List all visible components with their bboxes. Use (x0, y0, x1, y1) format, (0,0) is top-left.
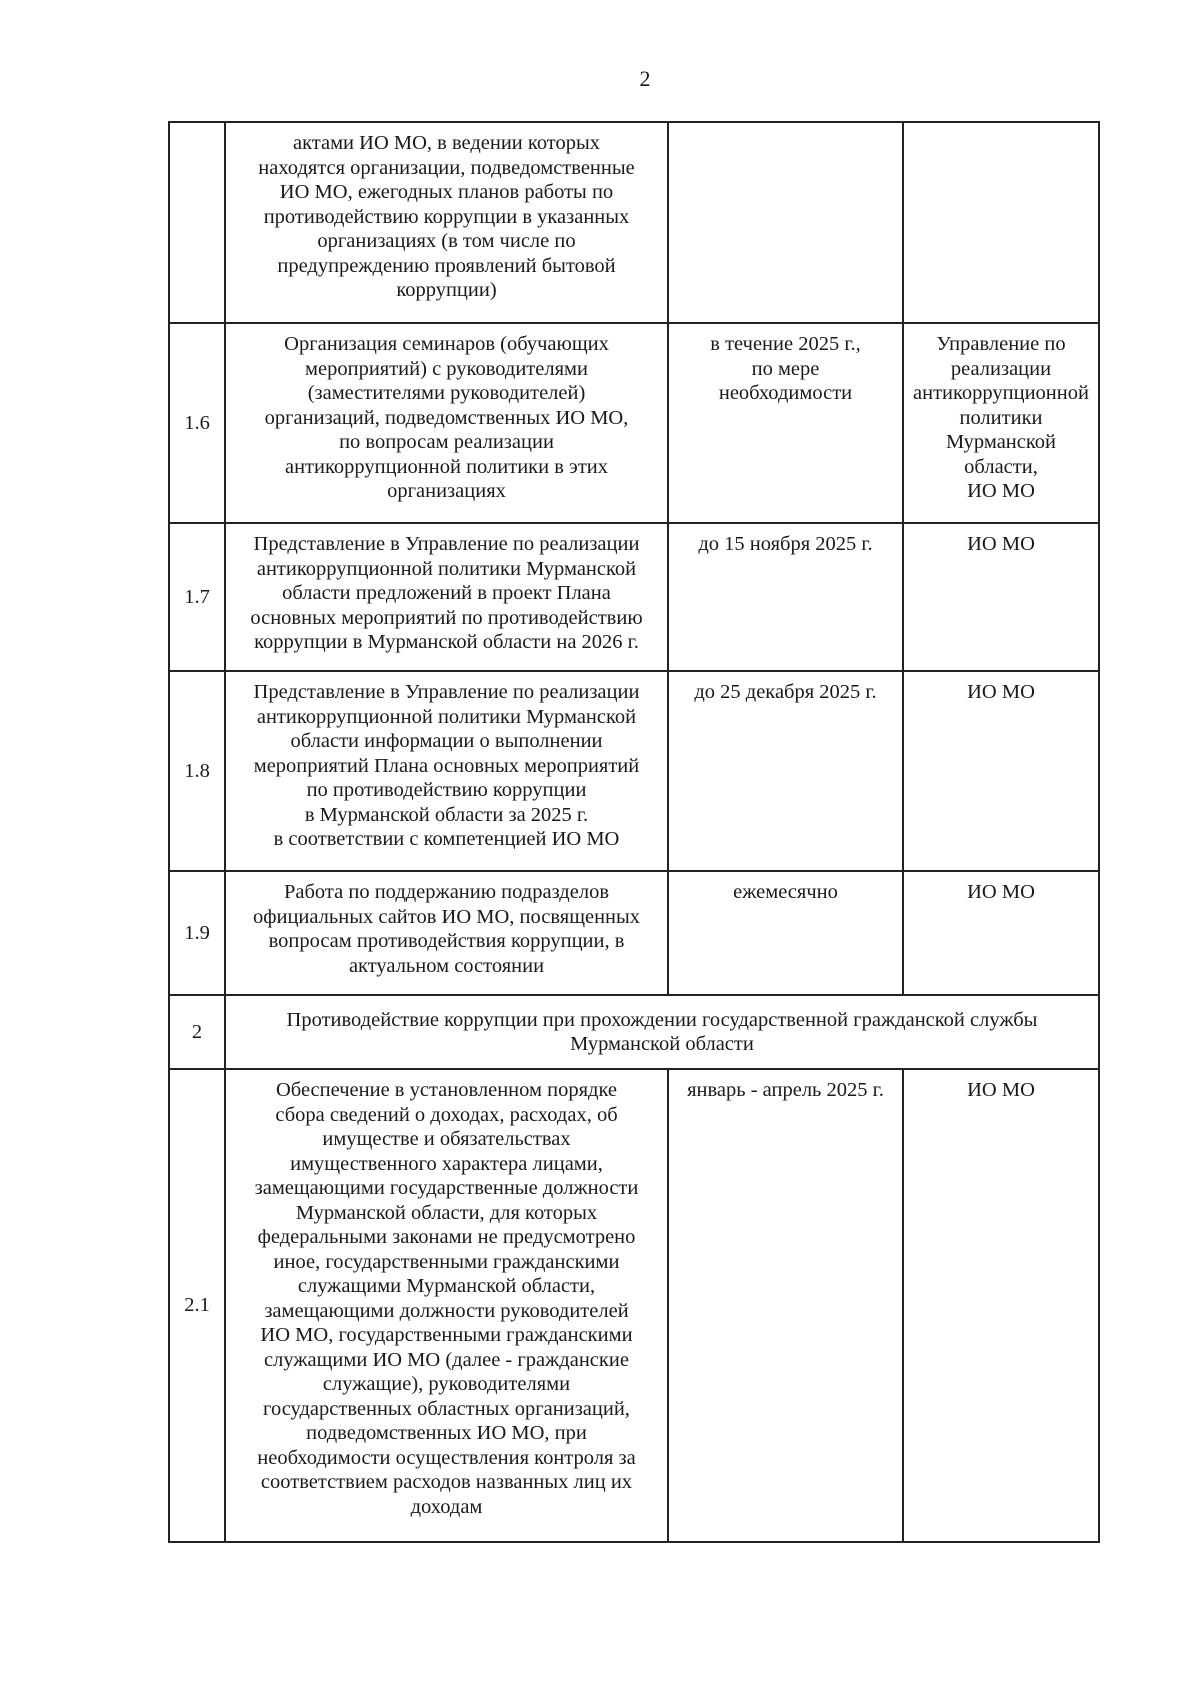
action-cell (225, 1069, 668, 1542)
term-cell (668, 323, 903, 523)
responsible-cell (903, 323, 1099, 523)
cell-text-line: предупреждению проявлений бытовой (277, 254, 616, 277)
action-cell (225, 122, 668, 323)
cell-text-line: в Мурманской области за 2025 г. (304, 803, 589, 826)
cell-text-line: сбора сведений о доходах, расходах, об (275, 1103, 618, 1126)
cell-text-line: антикоррупционной (913, 382, 1089, 404)
cell-text-line: январь - апрель 2025 г. (687, 1079, 884, 1101)
cell-text-line: доходам (410, 1495, 483, 1518)
cell-text-line: в соответствии с компетенцией ИО МО (273, 828, 620, 850)
table-row (169, 871, 1099, 995)
cell-text-line: Представление в Управление по реализации (253, 533, 640, 555)
cell-text-line: основных мероприятий по противодействию (250, 606, 643, 629)
table-row (169, 523, 1099, 671)
term-cell (668, 1069, 903, 1542)
cell-text-line: Мурманской области (570, 1033, 754, 1055)
cell-text-line: Обеспечение в установленном порядке (275, 1079, 617, 1101)
table-row (169, 323, 1099, 523)
cell-text-line: области предложений в проект Плана (282, 582, 611, 604)
item-number-cell: 2.1 (169, 1069, 225, 1542)
cell-text-line: ИО МО (967, 681, 1035, 703)
cell-text-line: необходимости осуществления контроля за (257, 1446, 636, 1469)
cell-text-line: необходимости (718, 382, 853, 404)
action-cell (225, 523, 668, 671)
cell-text-line: служащие), руководителями (322, 1373, 571, 1395)
table-row (169, 671, 1099, 871)
cell-text-line: по противодействию коррупции (306, 779, 587, 801)
responsible-cell (903, 1069, 1099, 1542)
cell-text-line: замещающими должности руководителей (264, 1299, 629, 1322)
cell-text-line: по мере (751, 357, 820, 380)
cell-text-line: организациях (387, 480, 506, 502)
cell-text-line: до 25 декабря 2025 г. (694, 681, 877, 703)
cell-text-line: по вопросам реализации (339, 431, 554, 453)
cell-text-line: коррупции в Мурманской области на 2026 г. (254, 631, 639, 653)
cell-text-line: Мурманской области, для которых (295, 1201, 598, 1224)
cell-text-line: служащими ИО МО (далее - гражданские (264, 1348, 629, 1371)
cell-text-line: области информации о выполнении (290, 730, 603, 752)
cell-text-line: антикоррупционной политики Мурманской (256, 705, 637, 728)
cell-text-line: коррупции) (396, 279, 497, 301)
cell-text-line: ИО МО (967, 480, 1035, 502)
term-cell (668, 671, 903, 871)
item-number-cell (169, 122, 225, 323)
cell-text-line: в течение 2025 г., (710, 333, 861, 355)
cell-text-line: ИО МО (967, 533, 1035, 555)
cell-text-line: мероприятий Плана основных мероприятий (253, 754, 640, 777)
responsible-cell (903, 122, 1099, 323)
cell-text-line: ИО МО (967, 1079, 1035, 1101)
action-cell (225, 323, 668, 523)
cell-text-line: служащими Мурманской области, (297, 1275, 596, 1297)
cell-text-line: имуществе и обязательствах (322, 1128, 571, 1150)
item-number-cell: 1.6 (169, 323, 225, 523)
responsible-cell (903, 523, 1099, 671)
cell-text-line: Работа по поддержанию подразделов (284, 881, 609, 903)
section-title-cell (225, 995, 1099, 1069)
table-row (169, 122, 1099, 323)
action-plan-table (168, 121, 1100, 1543)
action-cell (225, 871, 668, 995)
responsible-cell (903, 671, 1099, 871)
cell-text-line: официальных сайтов ИО МО, посвященных (252, 905, 641, 928)
item-number-cell: 1.7 (169, 523, 225, 671)
cell-text-line: Управление по (936, 333, 1066, 355)
item-number-cell: 1.8 (169, 671, 225, 871)
cell-text-line: вопросам противодействия коррупции, в (268, 930, 625, 952)
cell-text-line: ИО МО, ежегодных планов работы по (279, 181, 614, 203)
section-header-row (169, 995, 1099, 1069)
term-cell (668, 523, 903, 671)
cell-text-line: актуальном состоянии (348, 954, 545, 977)
cell-text-line: ИО МО, государственными гражданскими (260, 1324, 633, 1346)
cell-text-line: актами ИО МО, в ведении которых (292, 132, 601, 154)
action-cell (225, 671, 668, 871)
responsible-cell (903, 871, 1099, 995)
cell-text-line: иное, государственными гражданскими (273, 1250, 620, 1273)
cell-text-line: подведомственных ИО МО, при (306, 1422, 587, 1444)
table-row (169, 1069, 1099, 1542)
cell-text-line: Противодействие коррупции при прохождении государственной гражданской службы (286, 1008, 1038, 1031)
cell-text-line: реализации (950, 357, 1052, 380)
term-cell (668, 122, 903, 323)
cell-text-line: противодействию коррупции в указанных (263, 205, 630, 228)
cell-text-line: антикоррупционной политики Мурманской (256, 557, 637, 580)
item-number-cell: 1.9 (169, 871, 225, 995)
cell-text-line: организаций, подведомственных ИО МО, (264, 406, 629, 429)
cell-text-line: мероприятий) с руководителями (305, 357, 588, 380)
cell-text-line: политики (959, 406, 1043, 429)
section-number-cell: 2 (169, 995, 225, 1069)
cell-text-line: находятся организации, подведомственные (258, 156, 635, 179)
cell-text-line: соответствием расходов названных лиц их (260, 1471, 633, 1493)
page-number: 2 (639, 66, 651, 91)
cell-text-line: (заместителями руководителей) (307, 382, 586, 404)
cell-text-line: имущественного характера лицами, (290, 1152, 603, 1175)
cell-text-line: Представление в Управление по реализации (253, 681, 640, 703)
term-cell (668, 871, 903, 995)
cell-text-line: замещающими государственные должности (254, 1177, 639, 1199)
cell-text-line: до 15 ноября 2025 г. (698, 533, 873, 555)
cell-text-line: Мурманской области, (945, 431, 1057, 478)
cell-text-line: ежемесячно (733, 881, 838, 903)
cell-text-line: федеральными законами не предусмотрено (257, 1226, 636, 1248)
cell-text-line: антикоррупционной политики в этих (284, 455, 608, 478)
cell-text-line: организациях (в том числе по (317, 230, 576, 252)
cell-text-line: ИО МО (967, 881, 1035, 903)
cell-text-line: Организация семинаров (обучающих (284, 333, 609, 355)
cell-text-line: государственных областных организаций, (263, 1397, 630, 1420)
